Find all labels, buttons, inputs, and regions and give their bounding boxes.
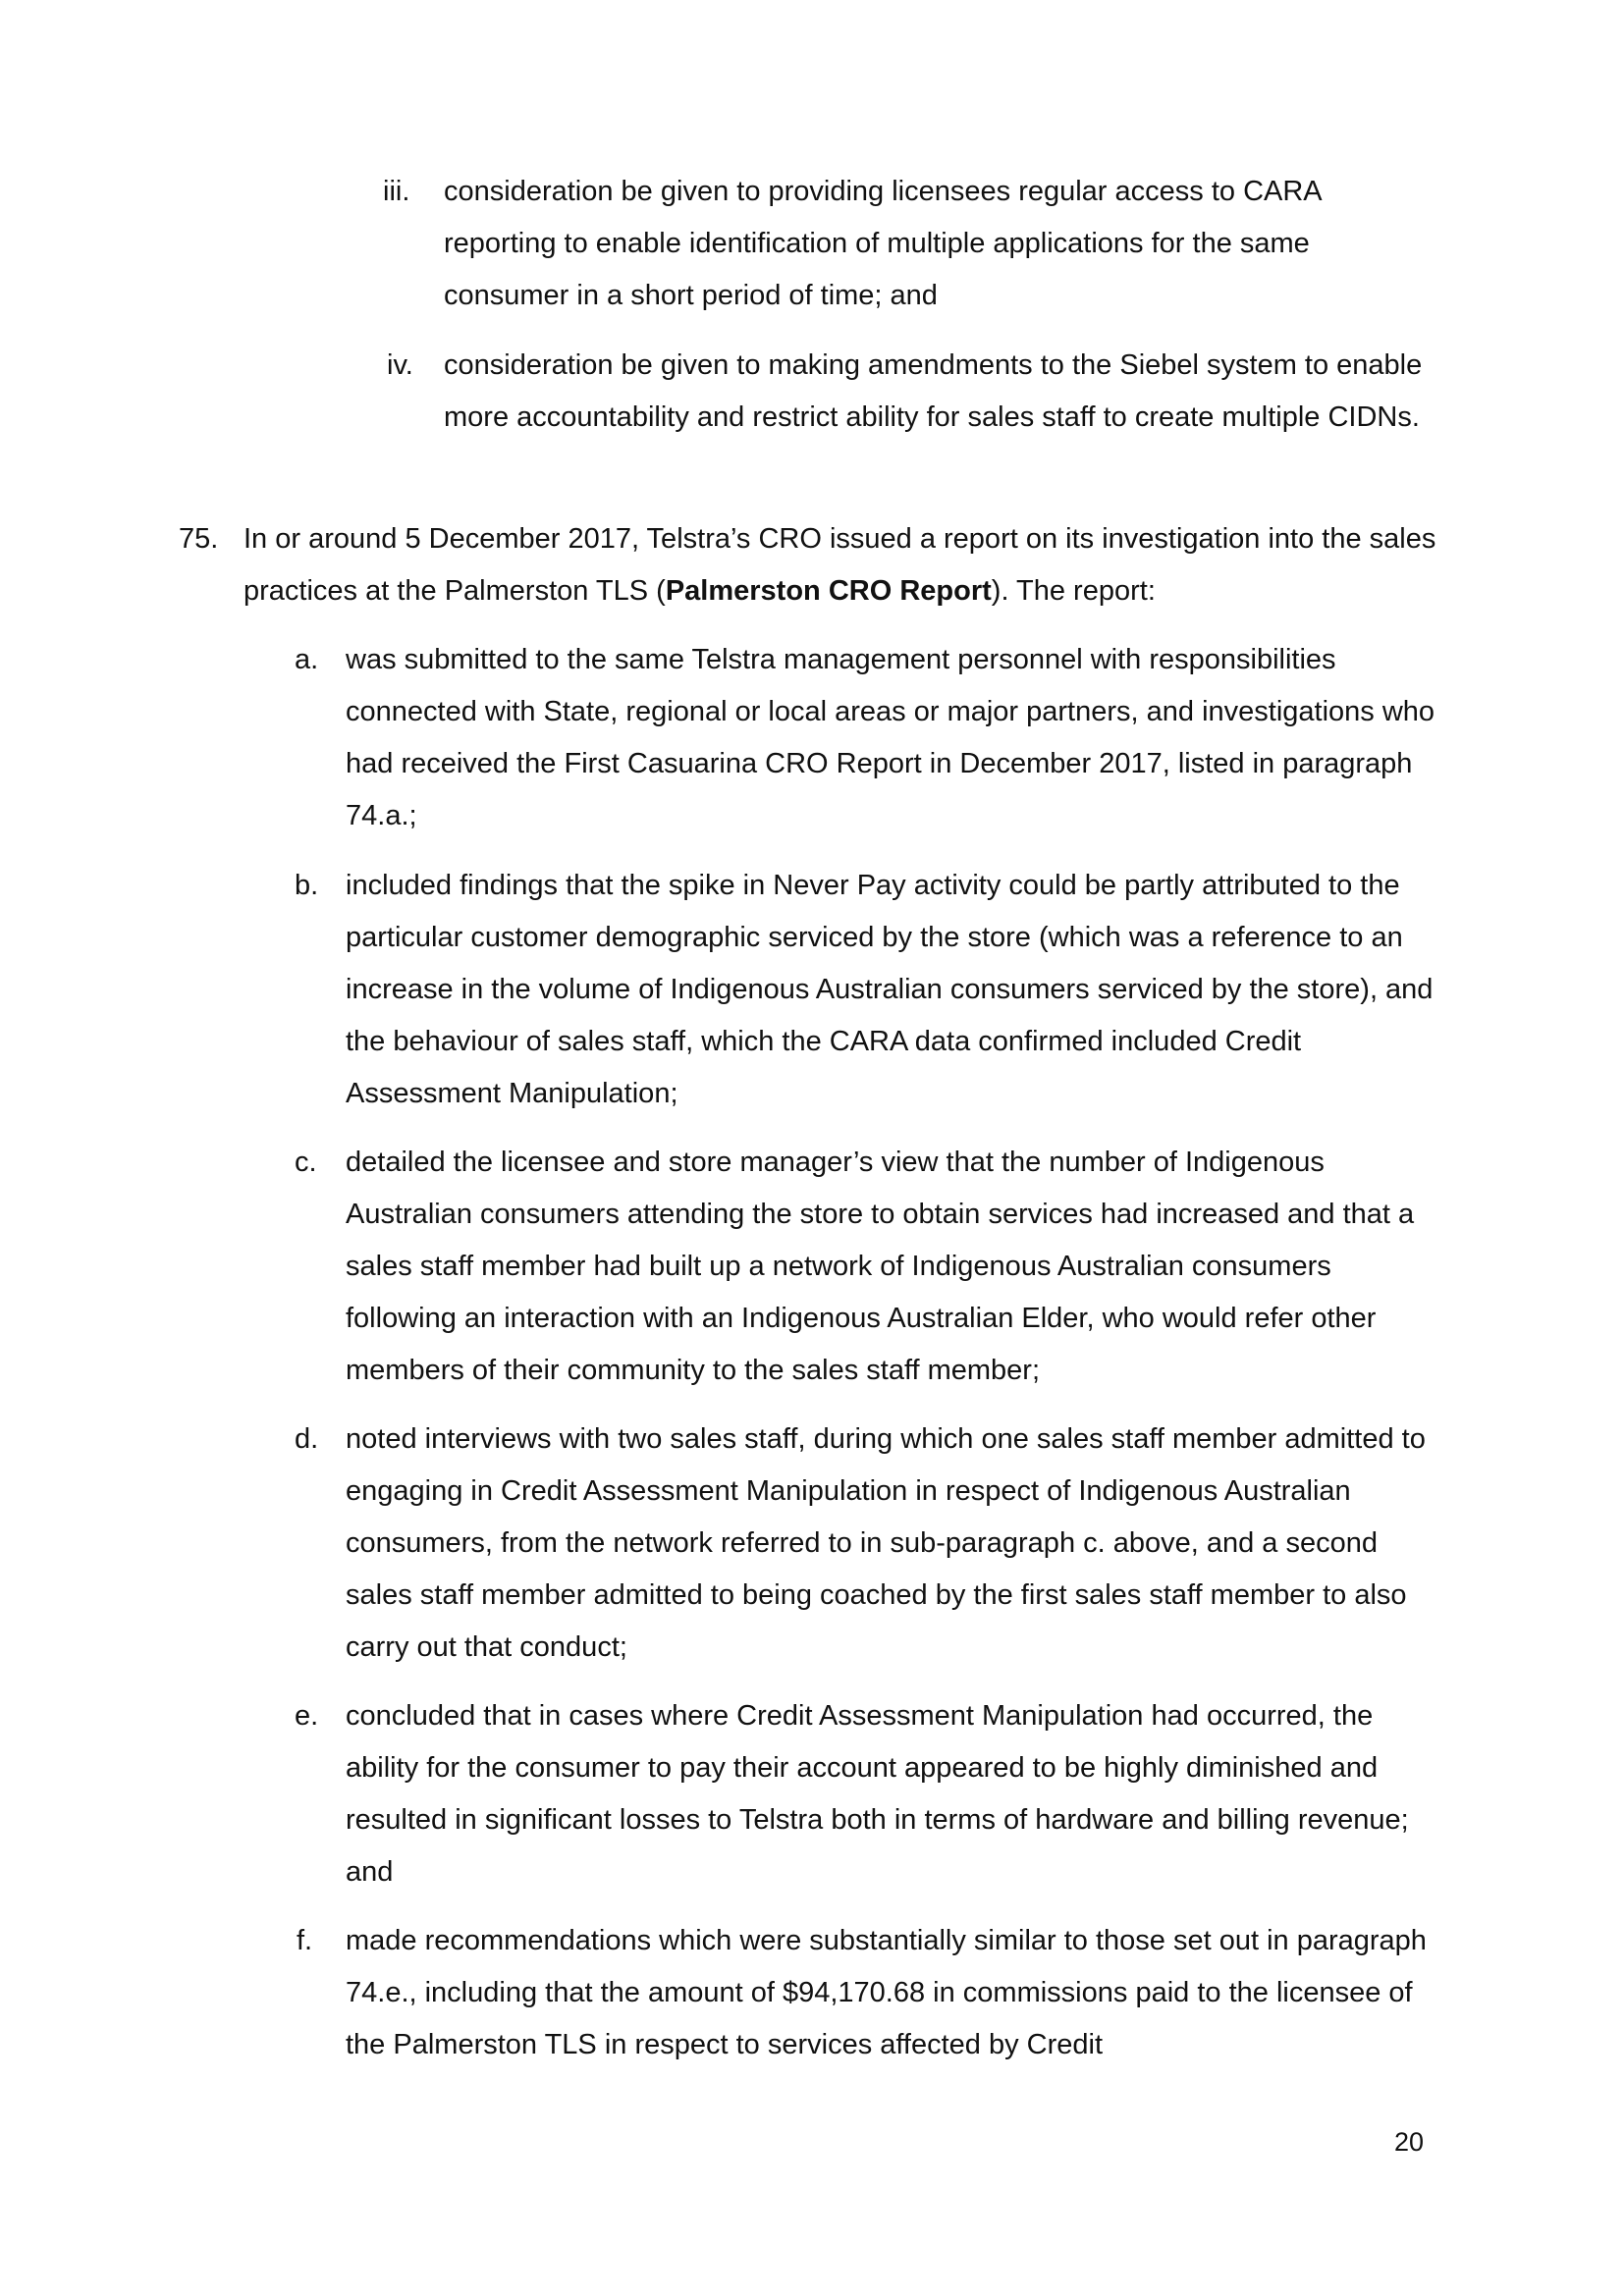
list-item-text: consideration be given to making amendments to the Siebel system to enable more accountability and restrict ability for sales staff to create multiple CIDNs. <box>444 349 1423 433</box>
subitem-text: detailed the licensee and store manager’s view that the number of Indigenous Australian consumers attending the store to obtain services had increased and that a sales staff member had built up a network of Indigenous Australian consumers following an interaction with an Indigenous Australian Elder, who would refer other members of their community to the sales staff member; <box>346 1147 1415 1386</box>
subitem-marker: c. <box>295 1147 317 1178</box>
paragraph-text <box>244 513 1451 617</box>
subitem-marker: d. <box>295 1423 319 1455</box>
subitem-text: included findings that the spike in Never Pay activity could be partly attributed to the particular customer demographic serviced by the store (which was a reference to an increase in the volume of Indigenous Australian consumers serviced by the store), and the behaviour of sales staff, which the CARA data confirmed included Credit Assessment Manipulation; <box>346 870 1434 1109</box>
subitem-text: noted interviews with two sales staff, during which one sales staff member admitted to engaging in Credit Assessment Manipulation in respect of Indigenous Australian consumers, from the network referred to in sub-paragraph c. above, and a second sales staff member admitted to being coached by the first sales staff member to also carry out that conduct; <box>346 1423 1426 1663</box>
subitem-marker: f. <box>297 1925 313 1956</box>
subitem-marker: b. <box>295 870 319 901</box>
subitem-marker: a. <box>295 644 319 675</box>
list-marker: iv. <box>387 349 413 381</box>
paragraph-text-after: ). The report: <box>991 575 1156 607</box>
subitem-text: concluded that in cases where Credit Assessment Manipulation had occurred, the ability for the consumer to pay their account appeared to be highly diminished and resulted in significant losses to Telstra both in terms of hardware and billing revenue; and <box>346 1700 1409 1888</box>
defined-term: Palmerston CRO Report <box>665 575 992 607</box>
paragraph-number: 75. <box>179 523 219 555</box>
subitem-marker: e. <box>295 1700 319 1732</box>
subitem-text: was submitted to the same Telstra management personnel with responsibilities connected with State, regional or local areas or major partners, and investigations who had received the First Casuarina CRO Report in December 2017, listed in paragraph 74.a.; <box>346 644 1435 831</box>
subitem-text: made recommendations which were substantially similar to those set out in paragraph 74.e., including that the amount of $94,170.68 in commissions paid to the licensee of the Palmerston TLS in respect to services affected by Credit <box>346 1925 1427 2060</box>
paragraph-text-before: In or around 5 December 2017, Telstra’s CRO issued a report on its investigation into the sales practices at the Palmerston TLS ( <box>244 523 1436 607</box>
list-marker: iii. <box>383 176 410 207</box>
list-item-text: consideration be given to providing licensees regular access to CARA reporting to enable identification of multiple applications for the same consumer in a short period of time; and <box>444 176 1322 311</box>
page-number: 20 <box>1394 2127 1425 2157</box>
